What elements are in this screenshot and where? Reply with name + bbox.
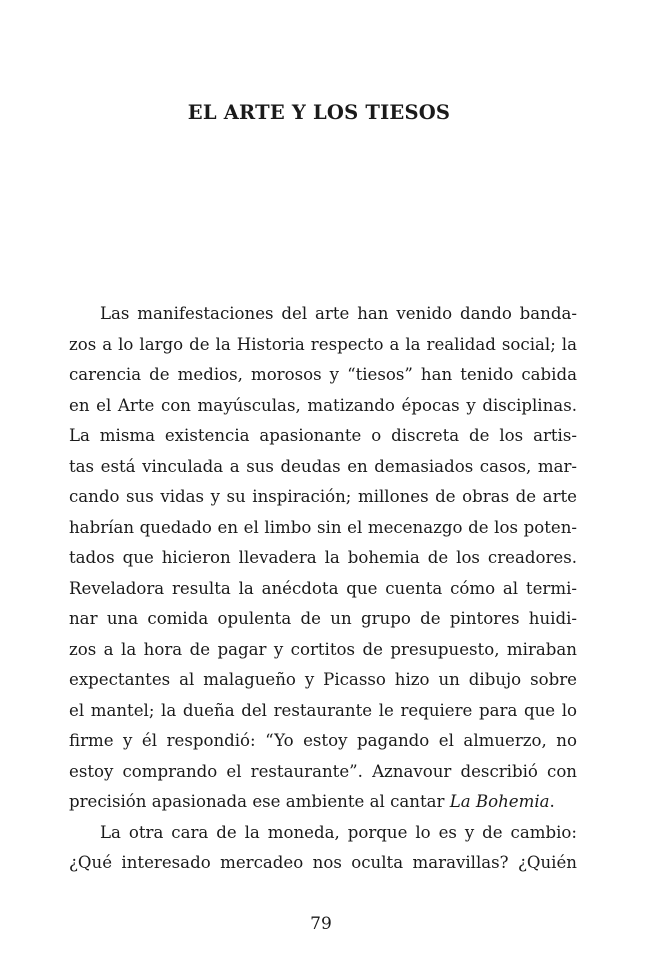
page-number: 79 — [310, 914, 332, 934]
paragraph-1 — [69, 299, 577, 818]
text-line: zos a lo largo de la Historia respecto a la realidad social; la — [69, 334, 577, 354]
text-span: precisión apasionada ese ambiente al cantar — [69, 792, 450, 811]
text-line: tas está vinculada a sus deudas en demasiados casos, mar- — [69, 456, 577, 476]
text-line: habrían quedado en el limbo sin el mecenazgo de los poten- — [69, 517, 577, 537]
song-title: La Bohemia — [449, 792, 550, 811]
text-line: zos a la hora de pagar y cortitos de presupuesto, miraban — [69, 639, 577, 659]
text-span: . — [549, 792, 555, 811]
text-line: ¿Qué interesado mercadeo nos oculta maravillas? ¿Quién — [69, 853, 577, 872]
text-line: nar una comida opulenta de un grupo de pintores huidi- — [69, 609, 577, 628]
text-line-last — [69, 787, 577, 818]
text-line: Las manifestaciones del arte han venido dando banda- — [100, 304, 577, 323]
text-line: el mantel; la dueña del restaurante le requiere para que lo — [69, 700, 577, 720]
text-line: La otra cara de la moneda, porque lo es y de cambio: — [100, 822, 577, 842]
text-line: carencia de medios, morosos y “tiesos” han tenido cabida — [69, 365, 577, 384]
text-line: firme y él respondió: “Yo estoy pagando el almuerzo, no — [69, 731, 577, 750]
text-line: Reveladora resulta la anécdota que cuenta cómo al termi- — [69, 578, 577, 598]
text-line: cando sus vidas y su inspiración; millones de obras de arte — [69, 487, 577, 506]
text-line: La misma existencia apasionante o discreta de los artis- — [69, 426, 577, 445]
chapter-title: EL ARTE Y LOS TIESOS — [187, 101, 451, 124]
paragraph-2 — [69, 818, 577, 879]
text-line: tados que hicieron llevadera la bohemia de los creadores. — [69, 548, 577, 567]
text-line: en el Arte con mayúsculas, matizando épocas y disciplinas. — [69, 395, 577, 415]
body-text — [69, 299, 577, 879]
text-line: expectantes al malagueño y Picasso hizo un dibujo sobre — [69, 670, 577, 689]
text-line: estoy comprando el restaurante”. Aznavour describió con — [69, 761, 577, 781]
